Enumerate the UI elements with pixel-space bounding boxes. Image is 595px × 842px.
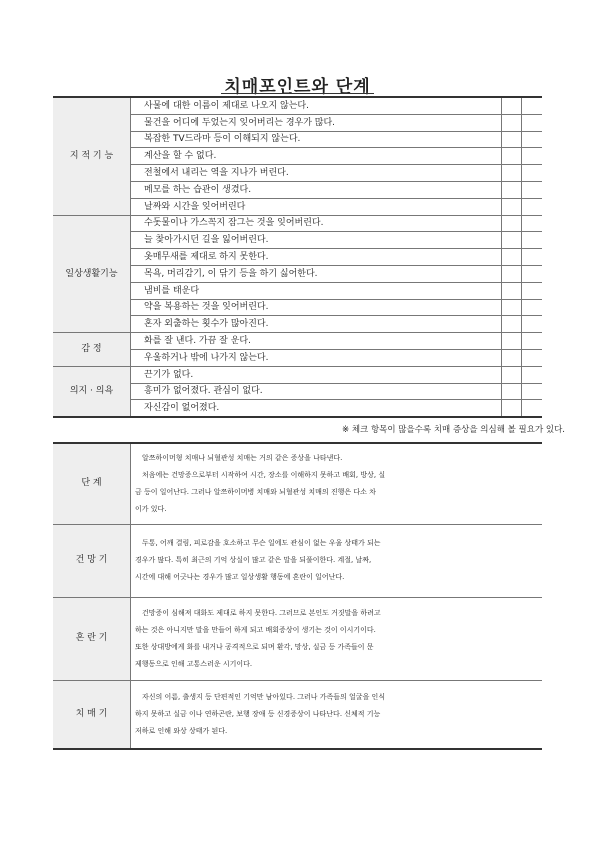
description-line	[135, 689, 539, 706]
checklist-item: 수돗물이나 가스꼭지 잠그는 것을 잊어버린다.	[131, 215, 502, 232]
description-line	[135, 535, 539, 552]
check-box-cell[interactable]	[522, 299, 543, 316]
checklist-item: 흥미가 없어졌다. 관심이 없다.	[131, 383, 502, 400]
checklist-item: 혼자 외출하는 횟수가 많아진다.	[131, 316, 502, 333]
description-line	[135, 467, 539, 484]
checklist-item: 옷매무새를 제대로 하지 못한다.	[131, 249, 502, 266]
check-box-cell[interactable]	[522, 349, 543, 366]
checklist-row	[53, 97, 542, 114]
check-box-cell[interactable]	[502, 148, 522, 165]
check-box-cell[interactable]	[502, 299, 522, 316]
check-box-cell[interactable]	[522, 282, 543, 299]
page-title: 치매포인트와 단계	[224, 77, 371, 97]
description-text: 제행동으로 인해 고통스러운 시기이다.	[135, 659, 253, 668]
check-box-cell[interactable]	[502, 282, 522, 299]
description-text: 알쯔하이머형 치매나 뇌혈관성 치매는 거의 같은 증상을 나타낸다.	[142, 453, 343, 462]
check-box-cell[interactable]	[502, 114, 522, 131]
stage-row	[53, 443, 542, 524]
check-box-cell[interactable]	[522, 383, 543, 400]
check-box-cell[interactable]	[522, 249, 543, 266]
stage-label: 혼 란 기	[53, 597, 131, 680]
checklist-item: 물건을 어디에 두었는지 잊어버리는 경우가 많다.	[131, 114, 502, 131]
checklist-row	[53, 366, 542, 383]
check-box-cell[interactable]	[522, 97, 543, 114]
stage-description	[131, 597, 543, 680]
check-box-cell[interactable]	[522, 114, 543, 131]
check-box-cell[interactable]	[502, 232, 522, 249]
check-box-cell[interactable]	[502, 349, 522, 366]
category-label: 의지 · 의욕	[53, 366, 131, 417]
description-text: 또한 상대방에게 화를 내거나 공격적으로 되며 환각, 망상, 실금 등 가족들이 문	[135, 642, 374, 651]
checklist-item: 우울하거나 밖에 나가지 않는다.	[131, 349, 502, 366]
check-box-cell[interactable]	[522, 366, 543, 383]
description-text: 하는 것은 아니지만 말을 만들어 하게 되고 배회증상이 생기는 것이 이시기이다.	[135, 625, 376, 634]
checklist-item: 늘 찾아가시던 길을 잃어버린다.	[131, 232, 502, 249]
checklist-item: 날짜와 시간을 잊어버린다	[131, 198, 502, 215]
checklist-row	[53, 215, 542, 232]
check-box-cell[interactable]	[502, 265, 522, 282]
check-box-cell[interactable]	[502, 316, 522, 333]
checklist-item: 자신감이 없어졌다.	[131, 400, 502, 417]
dementia-checklist-table	[53, 96, 542, 418]
check-box-cell[interactable]	[502, 97, 522, 114]
description-text: 건망증이 심해져 대화도 제대로 하지 못한다. 그러므로 본인도 거짓말을 하려고	[142, 608, 381, 617]
description-text: 자신의 이름, 출생지 등 단편적인 기억만 남아있다. 그러나 가족들의 얼굴을 인식	[142, 692, 386, 701]
check-box-cell[interactable]	[502, 249, 522, 266]
checklist-item: 사물에 대한 이름이 제대로 나오지 않는다.	[131, 97, 502, 114]
check-box-cell[interactable]	[502, 165, 522, 182]
check-box-cell[interactable]	[502, 215, 522, 232]
description-line	[135, 552, 539, 569]
category-label: 지 적 기 능	[53, 97, 131, 215]
stage-description	[131, 524, 543, 597]
check-box-cell[interactable]	[522, 232, 543, 249]
description-line	[135, 501, 539, 518]
checklist-row	[53, 333, 542, 350]
description-line	[135, 605, 539, 622]
checklist-item: 화를 잘 낸다. 가끔 잘 운다.	[131, 333, 502, 350]
category-label: 감 정	[53, 333, 131, 367]
category-label: 일상생활기능	[53, 215, 131, 333]
description-line	[135, 450, 539, 467]
check-box-cell[interactable]	[522, 181, 543, 198]
stage-description	[131, 680, 543, 749]
check-box-cell[interactable]	[522, 165, 543, 182]
description-text: 저하로 인해 와상 상태가 된다.	[135, 726, 228, 735]
stage-label: 단 계	[53, 443, 131, 524]
check-box-cell[interactable]	[502, 181, 522, 198]
check-box-cell[interactable]	[522, 198, 543, 215]
check-box-cell[interactable]	[502, 383, 522, 400]
description-text: 이가 있다.	[135, 504, 167, 513]
check-box-cell[interactable]	[522, 131, 543, 148]
description-text: 경우가 많다. 특히 최근의 기억 상실이 많고 같은 말을 되풀이한다. 계절, 날짜,	[135, 556, 372, 564]
description-line	[135, 622, 539, 639]
description-text: 처음에는 건망증으로부터 시작하여 시간, 장소를 이해하지 못하고 배회, 방상, 실	[142, 470, 386, 479]
checklist-item: 전철에서 내리는 역을 지나가 버린다.	[131, 165, 502, 182]
stage-row	[53, 597, 542, 680]
description-line	[135, 639, 539, 656]
check-box-cell[interactable]	[522, 333, 543, 350]
description-line	[135, 569, 539, 586]
checklist-item: 목욕, 머리감기, 이 닦기 등을 하기 싫어한다.	[131, 265, 502, 282]
check-box-cell[interactable]	[522, 148, 543, 165]
description-line	[135, 706, 539, 723]
check-box-cell[interactable]	[522, 215, 543, 232]
check-box-cell[interactable]	[522, 265, 543, 282]
description-line	[135, 723, 539, 740]
stage-row	[53, 524, 542, 597]
checklist-item: 메모를 하는 습관이 생겼다.	[131, 181, 502, 198]
check-box-cell[interactable]	[522, 316, 543, 333]
description-text: 두통, 어깨 결림, 피로감을 호소하고 무슨 일에도 관심이 없는 우울 상태가 되는	[142, 539, 381, 547]
checklist-item: 끈기가 없다.	[131, 366, 502, 383]
check-box-cell[interactable]	[502, 366, 522, 383]
checklist-note: ※ 체크 항목이 많을수록 치매 증상을 의심해 볼 필요가 있다.	[342, 425, 565, 435]
checklist-item: 냄비를 태운다	[131, 282, 502, 299]
description-text: 시간에 대해 어긋나는 경우가 많고 일상생활 행동에 혼란이 일어난다.	[135, 573, 345, 581]
stage-label: 치 매 기	[53, 680, 131, 749]
check-box-cell[interactable]	[502, 131, 522, 148]
description-text: 하지 못하고 실금 이나 연하곤란, 보행 장애 등 신경증상이 나타난다. 신체적 기능	[135, 709, 381, 718]
description-text: 금 등이 일어난다. 그러나 알쯔하이머병 치매와 뇌혈관성 치매의 진행은 다소 차	[135, 487, 376, 496]
check-box-cell[interactable]	[502, 400, 522, 417]
stage-label: 건 망 기	[53, 524, 131, 597]
checklist-item: 복잡한 TV드라마 등이 이해되지 않는다.	[131, 131, 502, 148]
check-box-cell[interactable]	[522, 400, 543, 417]
description-line	[135, 484, 539, 501]
dementia-stages-table	[53, 442, 542, 750]
checklist-item: 계산을 할 수 없다.	[131, 148, 502, 165]
description-line	[135, 656, 539, 673]
check-box-cell[interactable]	[502, 333, 522, 350]
stage-row	[53, 680, 542, 749]
checklist-item: 약을 복용하는 것을 잊어버린다.	[131, 299, 502, 316]
check-box-cell[interactable]	[502, 198, 522, 215]
title-underline	[221, 93, 374, 94]
stage-description	[131, 443, 543, 524]
